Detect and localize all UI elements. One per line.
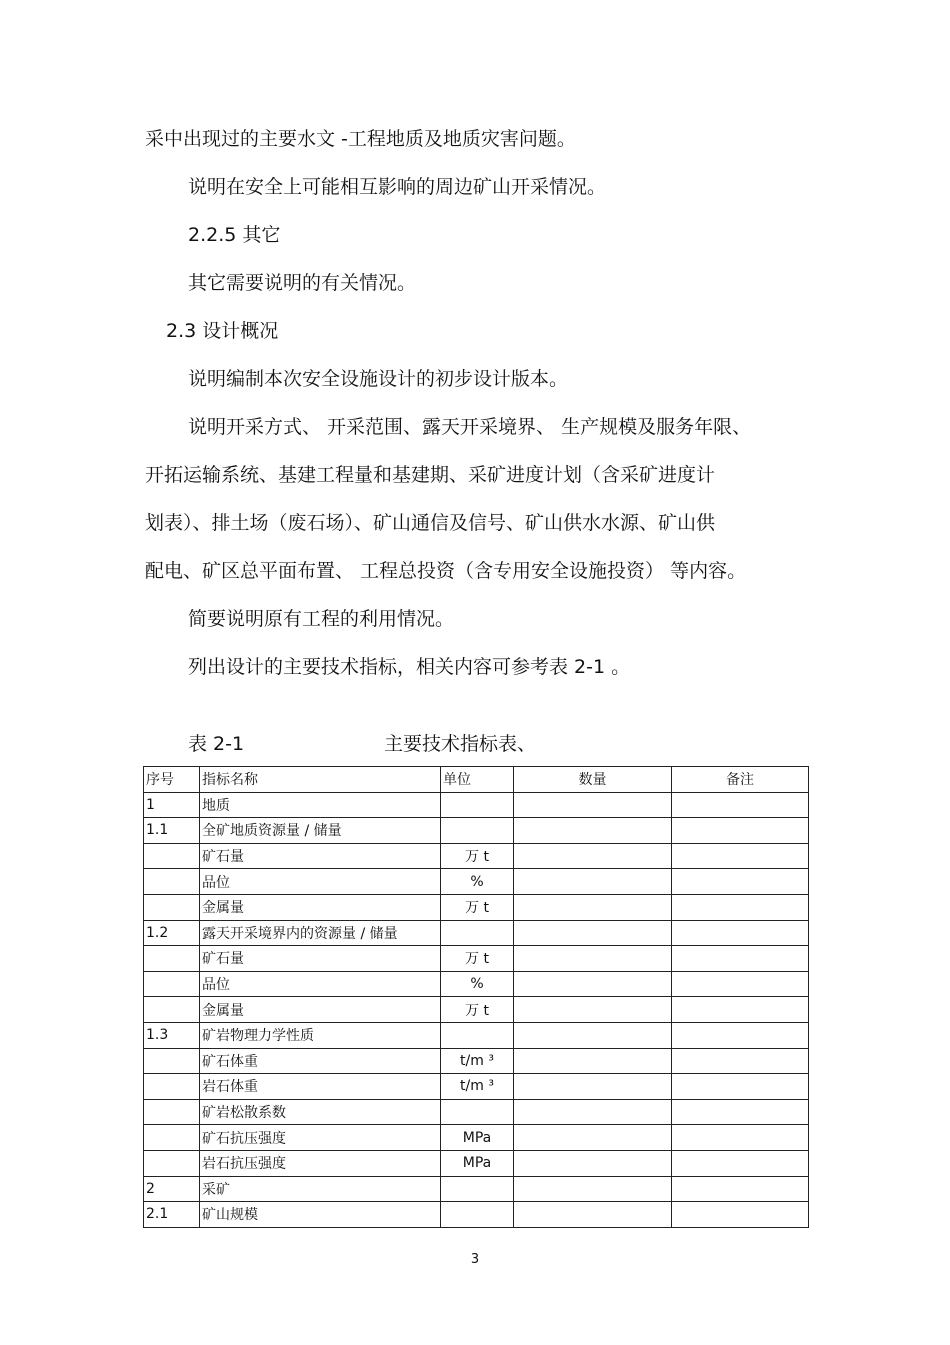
table-row — [144, 1176, 809, 1202]
cell-index: 2 — [144, 1176, 200, 1202]
cell-name: 地质 — [200, 792, 441, 818]
cell-quantity — [514, 1125, 672, 1151]
cell-quantity — [514, 1048, 672, 1074]
cell-index — [144, 1125, 200, 1151]
table-row — [144, 1074, 809, 1100]
cell-remarks — [672, 1022, 809, 1048]
cell-index — [144, 1099, 200, 1125]
table-caption-title: 主要技术指标表、 — [384, 733, 537, 755]
table-row — [144, 843, 809, 869]
col-header-index: 序号 — [144, 767, 200, 793]
cell-name: 矿石抗压强度 — [200, 1125, 441, 1151]
cell-index — [144, 843, 200, 869]
cell-remarks — [672, 920, 809, 946]
cell-index — [144, 997, 200, 1023]
cell-remarks — [672, 1150, 809, 1176]
page-number: 3 — [470, 1252, 480, 1267]
cell-remarks — [672, 894, 809, 920]
table-caption-number: 表 2-1 — [188, 733, 245, 755]
paragraph: 说明在安全上可能相互影响的周边矿山开采情况。 — [188, 176, 607, 198]
cell-index — [144, 971, 200, 997]
cell-remarks — [672, 1048, 809, 1074]
cell-name: 金属量 — [200, 894, 441, 920]
cell-unit: MPa — [441, 1150, 514, 1176]
cell-index — [144, 1150, 200, 1176]
col-header-unit: 单位 — [441, 767, 514, 793]
cell-index — [144, 1074, 200, 1100]
table-row — [144, 1022, 809, 1048]
cell-unit — [441, 1099, 514, 1125]
table-row — [144, 1202, 809, 1228]
cell-quantity — [514, 946, 672, 972]
cell-name: 品位 — [200, 869, 441, 895]
cell-remarks — [672, 997, 809, 1023]
cell-unit: 万 t — [441, 997, 514, 1023]
cell-name: 矿岩物理力学性质 — [200, 1022, 441, 1048]
cell-unit: 万 t — [441, 843, 514, 869]
cell-quantity — [514, 997, 672, 1023]
cell-unit: MPa — [441, 1125, 514, 1151]
cell-quantity — [514, 1074, 672, 1100]
cell-remarks — [672, 1202, 809, 1228]
cell-name: 矿岩松散系数 — [200, 1099, 441, 1125]
cell-unit: % — [441, 869, 514, 895]
cell-index — [144, 1048, 200, 1074]
paragraph: 划表）、排土场（废石场）、矿山通信及信号、矿山供水水源、矿山供 — [145, 512, 716, 534]
cell-quantity — [514, 1022, 672, 1048]
table-row — [144, 1099, 809, 1125]
cell-name: 品位 — [200, 971, 441, 997]
cell-quantity — [514, 843, 672, 869]
cell-name: 全矿地质资源量 / 储量 — [200, 818, 441, 844]
cell-quantity — [514, 1176, 672, 1202]
cell-index: 1.3 — [144, 1022, 200, 1048]
cell-unit — [441, 1176, 514, 1202]
cell-unit: 万 t — [441, 946, 514, 972]
cell-index: 1.2 — [144, 920, 200, 946]
cell-name: 矿石量 — [200, 946, 441, 972]
cell-unit — [441, 818, 514, 844]
table-row — [144, 946, 809, 972]
table-header-row — [144, 767, 809, 793]
cell-unit: 万 t — [441, 894, 514, 920]
cell-quantity — [514, 1099, 672, 1125]
table-row — [144, 869, 809, 895]
cell-remarks — [672, 1074, 809, 1100]
cell-quantity — [514, 1202, 672, 1228]
cell-unit — [441, 1022, 514, 1048]
cell-quantity — [514, 920, 672, 946]
paragraph: 说明编制本次安全设施设计的初步设计版本。 — [188, 368, 569, 390]
section-heading-2-3: 2.3 设计概况 — [166, 320, 279, 342]
cell-quantity — [514, 894, 672, 920]
col-header-name: 指标名称 — [200, 767, 441, 793]
table-row — [144, 792, 809, 818]
cell-remarks — [672, 792, 809, 818]
table-row — [144, 818, 809, 844]
cell-remarks — [672, 946, 809, 972]
section-heading-2-2-5: 2.2.5 其它 — [188, 224, 281, 246]
cell-quantity — [514, 869, 672, 895]
paragraph: 说明开采方式、 开采范围、露天开采境界、 生产规模及服务年限、 — [188, 416, 752, 438]
cell-name: 岩石体重 — [200, 1074, 441, 1100]
cell-remarks — [672, 869, 809, 895]
cell-quantity — [514, 792, 672, 818]
cell-name: 岩石抗压强度 — [200, 1150, 441, 1176]
table-row — [144, 1150, 809, 1176]
table-row — [144, 971, 809, 997]
cell-index: 1.1 — [144, 818, 200, 844]
cell-index: 2.1 — [144, 1202, 200, 1228]
paragraph: 列出设计的主要技术指标，相关内容可参考表 2-1 。 — [188, 656, 631, 678]
cell-unit — [441, 792, 514, 818]
cell-unit: % — [441, 971, 514, 997]
table-row — [144, 1125, 809, 1151]
cell-quantity — [514, 818, 672, 844]
paragraph: 采中出现过的主要水文 -工程地质及地质灾害问题。 — [145, 128, 576, 150]
table-row — [144, 920, 809, 946]
cell-index — [144, 894, 200, 920]
cell-index: 1 — [144, 792, 200, 818]
cell-remarks — [672, 1176, 809, 1202]
cell-remarks — [672, 971, 809, 997]
cell-remarks — [672, 843, 809, 869]
cell-index — [144, 869, 200, 895]
cell-unit — [441, 1202, 514, 1228]
paragraph: 开拓运输系统、基建工程量和基建期、采矿进度计划（含采矿进度计 — [145, 464, 716, 486]
cell-quantity — [514, 971, 672, 997]
col-header-remarks: 备注 — [672, 767, 809, 793]
col-header-quantity: 数量 — [514, 767, 672, 793]
table-row — [144, 997, 809, 1023]
cell-quantity — [514, 1150, 672, 1176]
cell-remarks — [672, 818, 809, 844]
paragraph: 简要说明原有工程的利用情况。 — [188, 608, 455, 630]
cell-name: 矿山规模 — [200, 1202, 441, 1228]
table-row — [144, 894, 809, 920]
cell-name: 矿石量 — [200, 843, 441, 869]
paragraph: 配电、矿区总平面布置、 工程总投资（含专用安全设施投资） 等内容。 — [145, 560, 747, 582]
cell-index — [144, 946, 200, 972]
cell-remarks — [672, 1125, 809, 1151]
cell-unit: t/m ³ — [441, 1074, 514, 1100]
cell-remarks — [672, 1099, 809, 1125]
cell-name: 露天开采境界内的资源量 / 储量 — [200, 920, 441, 946]
table-row — [144, 1048, 809, 1074]
cell-unit — [441, 920, 514, 946]
cell-name: 金属量 — [200, 997, 441, 1023]
paragraph: 其它需要说明的有关情况。 — [188, 272, 417, 294]
cell-name: 采矿 — [200, 1176, 441, 1202]
cell-unit: t/m ³ — [441, 1048, 514, 1074]
spec-table — [143, 766, 809, 1228]
cell-name: 矿石体重 — [200, 1048, 441, 1074]
